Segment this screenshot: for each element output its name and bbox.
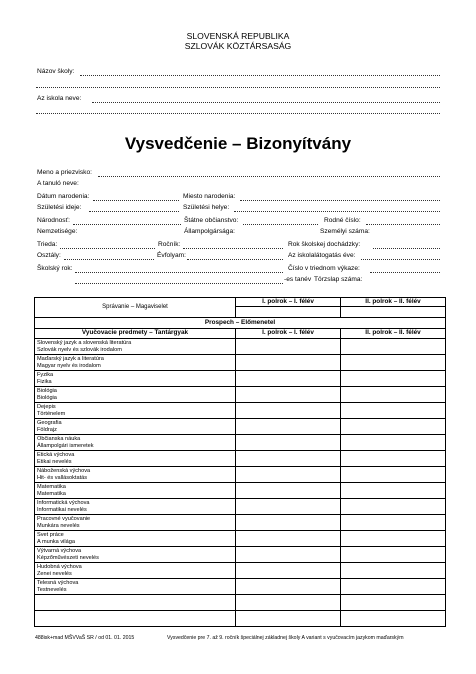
grade-cell-sem1[interactable]	[236, 579, 341, 595]
citizenship-hu-label: Állampolgársága:	[184, 228, 235, 235]
school-name-label: Názov školy:	[37, 68, 75, 75]
table-row	[35, 531, 446, 547]
table-row	[35, 483, 446, 499]
subject-name-sk: Občianska náuka	[37, 436, 81, 443]
subject-name-cell	[35, 355, 236, 371]
grade-cell-sem2[interactable]	[341, 451, 446, 467]
pob-field[interactable]	[240, 200, 440, 201]
attendance-year-field[interactable]	[373, 248, 440, 249]
table-row	[35, 435, 446, 451]
subject-name-hu: Informatikai nevelés	[37, 506, 87, 513]
attendance-year-label: Rok školskej dochádzky:	[288, 241, 361, 248]
table-row	[35, 579, 446, 595]
table-row	[35, 547, 446, 563]
school-name-field[interactable]	[80, 75, 440, 76]
grade-cell-sem2[interactable]	[341, 547, 446, 563]
student-name-hu-label: A tanuló neve:	[37, 180, 79, 187]
grade-cell-sem1[interactable]	[236, 595, 341, 611]
grade-cell-sem2[interactable]	[341, 515, 446, 531]
sem1-header: I. polrok – I. félév	[236, 298, 341, 307]
grade-cell-sem2[interactable]	[341, 419, 446, 435]
class-hu-field[interactable]	[64, 259, 154, 260]
grade-label: Ročník:	[158, 241, 181, 248]
table-row	[35, 355, 446, 371]
subject-name-cell	[35, 339, 236, 355]
class-label: Trieda:	[37, 241, 58, 248]
grade-cell-sem2[interactable]	[341, 387, 446, 403]
school-year-hu-field[interactable]	[75, 283, 283, 284]
birth-number-label: Rodné číslo:	[324, 217, 361, 224]
grade-cell-sem1[interactable]	[236, 435, 341, 451]
subject-name-hu: Hit- és vallásoktatás	[37, 474, 88, 481]
grade-cell-sem1[interactable]	[236, 451, 341, 467]
grade-cell-sem1[interactable]	[236, 547, 341, 563]
pob-hu-field[interactable]	[234, 211, 440, 212]
grade-cell-sem1[interactable]	[236, 483, 341, 499]
subjects-sem1-header: I. polrok – I. félév	[236, 329, 341, 339]
grade-field[interactable]	[183, 248, 283, 249]
dob-field[interactable]	[93, 200, 179, 201]
attendance-hu-label: Az iskolalátogatás éve:	[288, 252, 356, 259]
subject-name-hu: Képzőművészeti nevelés	[37, 554, 99, 561]
subject-name-cell	[35, 579, 236, 595]
subject-name-cell	[35, 611, 236, 627]
class-book-field[interactable]	[370, 272, 440, 273]
subjects-header: Vyučovacie predmety – Tantárgyak	[35, 329, 236, 339]
table-row	[35, 499, 446, 515]
subject-name-cell	[35, 371, 236, 387]
table-row	[35, 403, 446, 419]
footer-form-code: 488isk+mad MŠVVaŠ SR / od 01. 01. 2015	[35, 635, 135, 641]
subject-name-cell	[35, 515, 236, 531]
grade-cell-sem2[interactable]	[341, 531, 446, 547]
grade-cell-sem2[interactable]	[341, 563, 446, 579]
subject-name-sk: Pracovné vyučovanie	[37, 516, 91, 523]
grade-cell-sem2[interactable]	[341, 499, 446, 515]
class-field[interactable]	[60, 248, 155, 249]
subject-name-sk: Informatická výchova	[37, 500, 90, 507]
footer-form-description: Vysvedčenie pre 7. až 9. ročník špeciálnej základnej školy A variant s vyučovacím jazykom maďarským	[167, 635, 404, 641]
school-name-hu-label: Az iskola neve:	[37, 95, 82, 102]
grade-cell-sem1[interactable]	[236, 563, 341, 579]
subject-name-sk: Svet práce	[37, 532, 64, 539]
subject-name-cell	[35, 547, 236, 563]
table-row	[35, 371, 446, 387]
subject-name-sk: Slovenský jazyk a slovenská literatúra	[37, 340, 132, 347]
grade-cell-sem2[interactable]	[341, 355, 446, 371]
school-year-label: Školský rok:	[37, 265, 73, 272]
table-row	[35, 563, 446, 579]
student-name-label: Meno a priezvisko:	[37, 169, 92, 176]
subject-name-sk: Dejepis	[37, 404, 56, 411]
subject-name-hu: Munkára nevelés	[37, 522, 80, 529]
subject-name-hu: A munka világa	[37, 538, 75, 545]
subject-name-sk: Etická výchova	[37, 452, 75, 459]
nationality-label: Národnosť:	[37, 217, 70, 224]
grade-cell-sem1[interactable]	[236, 531, 341, 547]
subject-name-hu: Biológia	[37, 394, 57, 401]
grade-cell-sem1[interactable]	[236, 403, 341, 419]
grade-cell-sem1[interactable]	[236, 371, 341, 387]
subject-name-hu: Testnevelés	[37, 586, 67, 593]
student-name-field[interactable]	[98, 176, 440, 177]
subject-name-hu: Matematika	[37, 490, 66, 497]
behavior-sem2-cell[interactable]	[341, 307, 446, 318]
grade-cell-sem1[interactable]	[236, 515, 341, 531]
subject-name-hu: Magyar nyelv és irodalom	[37, 362, 101, 369]
subject-name-cell	[35, 499, 236, 515]
subject-name-sk: Matematika	[37, 484, 66, 491]
subject-name-sk: Fyzika	[37, 372, 54, 379]
subject-name-cell	[35, 451, 236, 467]
nationality-hu-label: Nemzetisége:	[37, 228, 78, 235]
subject-name-sk: Telesná výchova	[37, 580, 79, 587]
subject-name-cell	[35, 419, 236, 435]
grade-cell-sem2[interactable]	[341, 595, 446, 611]
pob-label: Miesto narodenia:	[183, 193, 236, 200]
subject-name-cell	[35, 467, 236, 483]
grade-cell-sem1[interactable]	[236, 611, 341, 627]
attendance-hu-field[interactable]	[361, 259, 440, 260]
birth-number-field[interactable]	[366, 224, 440, 225]
grade-cell-sem1[interactable]	[236, 355, 341, 371]
register-hu-label: Törzslap száma:	[314, 276, 363, 283]
subject-name-cell	[35, 595, 236, 611]
subject-name-hu: Zenei nevelés	[37, 570, 72, 577]
school-name-hu-field-2[interactable]	[36, 113, 440, 114]
subject-name-sk: Biológia	[37, 388, 57, 395]
class-book-label: Číslo v triednom výkaze:	[288, 265, 360, 272]
grades-table	[34, 297, 446, 627]
subject-name-cell	[35, 387, 236, 403]
grade-hu-field[interactable]	[187, 259, 283, 260]
citizenship-field[interactable]	[243, 224, 318, 225]
table-row	[35, 611, 446, 627]
grade-cell-sem1[interactable]	[236, 419, 341, 435]
table-row	[35, 595, 446, 611]
grade-cell-sem1[interactable]	[236, 339, 341, 355]
grade-cell-sem2[interactable]	[341, 483, 446, 499]
subject-name-hu: Földrajz	[37, 426, 57, 433]
grade-cell-sem2[interactable]	[341, 611, 446, 627]
table-row	[35, 339, 446, 355]
school-year-hu-suffix: -es tanév	[284, 276, 312, 283]
sem2-header: II. polrok – II. félév	[341, 298, 446, 307]
pob-hu-label: Születési helye:	[183, 204, 230, 211]
grade-hu-label: Évfolyam:	[157, 252, 186, 259]
grade-cell-sem1[interactable]	[236, 467, 341, 483]
dob-hu-label: Születési ideje:	[37, 204, 82, 211]
subject-name-cell	[35, 403, 236, 419]
subject-name-cell	[35, 531, 236, 547]
grade-cell-sem2[interactable]	[341, 467, 446, 483]
grade-cell-sem2[interactable]	[341, 403, 446, 419]
subjects-sem2-header: II. polrok – II. félév	[341, 329, 446, 339]
grade-cell-sem1[interactable]	[236, 387, 341, 403]
table-row	[35, 467, 446, 483]
subject-name-sk: Náboženská výchova	[37, 468, 91, 475]
table-row	[35, 515, 446, 531]
grade-cell-sem1[interactable]	[236, 499, 341, 515]
subject-name-sk: Hudobná výchova	[37, 564, 82, 571]
dob-label: Dátum narodenia:	[37, 193, 90, 200]
subject-name-cell	[35, 483, 236, 499]
country-name-hu: SZLOVÁK KÖZTÁRSASÁG	[184, 41, 292, 51]
table-row	[35, 387, 446, 403]
grade-cell-sem2[interactable]	[341, 339, 446, 355]
personal-id-hu-label: Személyi száma:	[320, 228, 370, 235]
school-year-field[interactable]	[75, 272, 283, 273]
dob-hu-field[interactable]	[89, 211, 179, 212]
behavior-sem1-cell[interactable]	[236, 307, 341, 318]
citizenship-label: Štátne občianstvo:	[184, 217, 239, 224]
document-title: Vysvedčenie – Bizonyítvány	[124, 134, 352, 153]
subject-name-hu: Történelem	[37, 410, 66, 417]
class-hu-label: Osztály:	[37, 252, 61, 259]
subject-name-cell	[35, 563, 236, 579]
grade-cell-sem2[interactable]	[341, 371, 446, 387]
subject-name-sk: Maďarský jazyk a literatúra	[37, 356, 104, 363]
country-name: SLOVENSKÁ REPUBLIKA	[186, 31, 290, 41]
school-name-hu-field[interactable]	[92, 102, 440, 103]
table-row	[35, 419, 446, 435]
subject-name-hu: Fizika	[37, 378, 52, 385]
progress-header: Prospech – Előmenetel	[35, 318, 446, 329]
subject-name-sk: Geografia	[37, 420, 62, 427]
subject-name-sk: Výtvarná výchova	[37, 548, 82, 555]
subject-name-hu: Szlovák nyelv és szlovák irodalom	[37, 346, 122, 353]
nationality-field[interactable]	[73, 224, 181, 225]
grade-cell-sem2[interactable]	[341, 435, 446, 451]
grade-cell-sem2[interactable]	[341, 579, 446, 595]
table-row	[35, 451, 446, 467]
subject-name-hu: Etikai nevelés	[37, 458, 72, 465]
behavior-label: Správanie – Magaviselet	[35, 298, 236, 318]
subject-name-cell	[35, 435, 236, 451]
subject-name-hu: Állampolgári ismeretek	[37, 442, 94, 449]
school-name-field-2[interactable]	[36, 87, 440, 88]
